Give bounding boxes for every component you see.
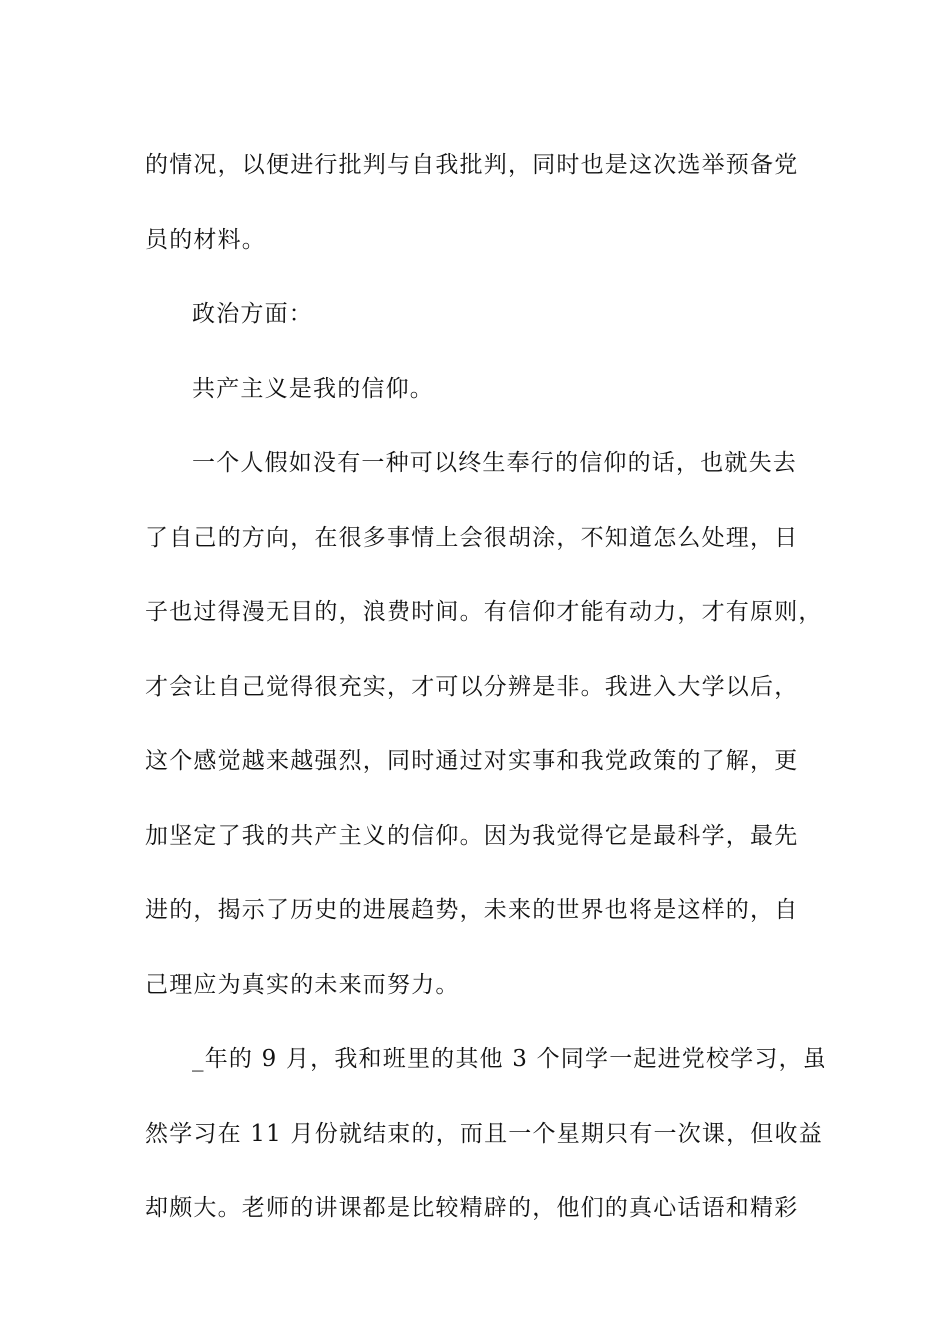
- text-line: 一个人假如没有一种可以终生奉行的信仰的话，也就失去: [192, 450, 797, 476]
- text-line: 的情况，以便进行批判与自我批判，同时也是这次选举预备党: [145, 152, 799, 178]
- text-line: 却颇大。老师的讲课都是比较精辟的，他们的真心话语和精彩: [145, 1195, 799, 1221]
- text-line: 子也过得漫无目的，浪费时间。有信仰才能有动力，才有原则，: [145, 599, 823, 625]
- document-body: [145, 128, 828, 1246]
- text-line: 己理应为真实的未来而努力。: [145, 971, 460, 998]
- text-line: 加坚定了我的共产主义的信仰。因为我觉得它是最科学，最先: [145, 822, 799, 849]
- text-line: 员的材料。: [145, 226, 266, 253]
- text-line: 这个感觉越来越强烈，同时通过对实事和我党政策的了解，更: [145, 748, 799, 774]
- text-line: 才会让自己觉得很充实，才可以分辨是非。我进入大学以后，: [145, 673, 799, 700]
- section-heading: 政治方面：: [192, 301, 313, 327]
- text-line: 了自己的方向，在很多事情上会很胡涂，不知道怎么处理，日: [145, 524, 799, 551]
- text-line: 共产主义是我的信仰。: [192, 375, 434, 402]
- text-line: 然学习在 11 月份就结束的，而且一个星期只有一次课，但收益: [145, 1120, 823, 1147]
- text-line: 进的，揭示了历史的进展趋势，未来的世界也将是这样的，自: [145, 897, 799, 923]
- text-line: _年的 9 月，我和班里的其他 3 个同学一起进党校学习，虽: [192, 1046, 828, 1072]
